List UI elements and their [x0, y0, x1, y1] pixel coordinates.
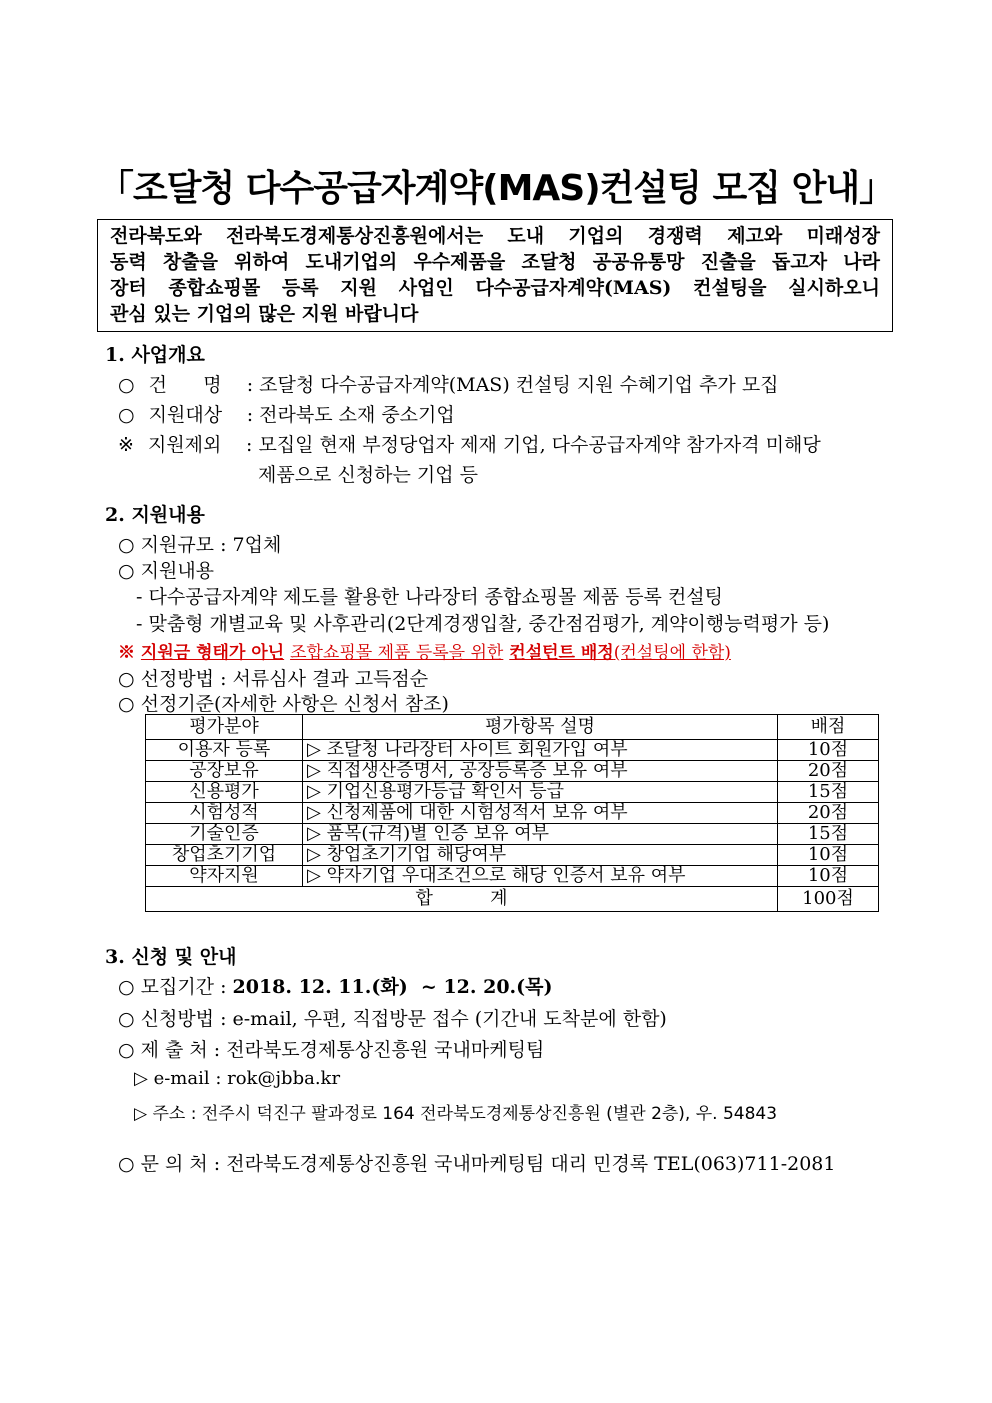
- notice-text: 지원금 형태가 아닌: [140, 643, 285, 663]
- notice-mark: ※: [118, 643, 135, 663]
- period-label: ○ 모집기간 :: [118, 976, 233, 998]
- bullet: ○: [118, 374, 135, 396]
- table-cell: 기술인증: [146, 824, 303, 845]
- criteria-table: [145, 714, 879, 912]
- table-cell: 20점: [778, 761, 879, 782]
- intro-line: 장터 종합쇼핑몰 등록 지원 사업인 다수공급자계약(MAS) 컨설팅을 실시하오니: [110, 277, 880, 299]
- table-cell: 신용평가: [146, 782, 303, 803]
- selection-method: ○ 선정방법 : 서류심사 결과 고득점순: [118, 668, 429, 690]
- table-row: [146, 740, 879, 761]
- application-period: [118, 972, 553, 999]
- section1-heading: 1. 사업개요: [105, 344, 205, 366]
- notice-text: 컨설턴트 배정: [509, 643, 614, 663]
- notice-text: 조합쇼핑몰 제품 등록을 위한: [290, 643, 504, 663]
- intro-line: 전라북도와 전라북도경제통상진흥원에서는 도내 기업의 경쟁력 제고와 미래성장: [110, 225, 880, 247]
- table-cell: 10점: [778, 845, 879, 866]
- period-value: 2018. 12. 11.(화) ~ 12. 20.(목): [232, 976, 553, 998]
- table-cell: ▷ 조달청 나라장터 사이트 회원가입 여부: [303, 740, 778, 761]
- application-method: ○ 신청방법 : e-mail, 우편, 직접방문 접수 (기간내 도착분에 한함): [118, 1008, 667, 1030]
- table-header: 평가분야: [146, 715, 303, 740]
- section2-heading: 2. 지원내용: [105, 504, 205, 526]
- table-cell: 10점: [778, 866, 879, 887]
- overview-label: 지원대상: [148, 404, 223, 426]
- table-cell: ▷ 신청제품에 대한 시험성적서 보유 여부: [303, 803, 778, 824]
- table-total-row: [146, 887, 879, 912]
- section3-heading: 3. 신청 및 안내: [105, 946, 237, 968]
- table-cell: 창업초기기업: [146, 845, 303, 866]
- support-sub-item: - 맞춤형 개별교육 및 사후관리(2단계경쟁입찰, 중간점검평가, 계약이행능력평가 등): [136, 613, 830, 635]
- intro-line: 동력 창출을 위하여 도내기업의 우수제품을 조달청 공공유통망 진출을 돕고자 나라: [110, 251, 880, 273]
- intro-box: [97, 219, 893, 332]
- overview-exclusion: [118, 430, 821, 457]
- table-cell: ▷ 품목(규격)별 인증 보유 여부: [303, 824, 778, 845]
- bullet: ○: [118, 404, 135, 426]
- table-row: [146, 824, 879, 845]
- table-row: [146, 803, 879, 824]
- table-cell: ▷ 기업신용평가등급 확인서 등급: [303, 782, 778, 803]
- submission-place: ○ 제 출 처 : 전라북도경제통상진흥원 국내마케팅팀: [118, 1039, 545, 1061]
- table-row: [146, 866, 879, 887]
- intro-line: 관심 있는 기업의 많은 지원 바랍니다: [110, 303, 419, 325]
- bullet: ※: [118, 434, 134, 456]
- support-scale: ○ 지원규모 : 7업체: [118, 534, 282, 556]
- table-row: [146, 782, 879, 803]
- overview-value: : 조달청 다수공급자계약(MAS) 컨설팅 지원 수혜기업 추가 모집: [246, 374, 779, 396]
- table-header: 평가항목 설명: [303, 715, 778, 740]
- page-title: 「조달청 다수공급자계약(MAS)컨설팅 모집 안내」: [97, 168, 895, 209]
- table-row: [146, 761, 879, 782]
- table-cell: 15점: [778, 824, 879, 845]
- table-cell: 15점: [778, 782, 879, 803]
- overview-label: 지원제외: [147, 434, 222, 456]
- overview-target: [118, 400, 455, 427]
- support-content-label: ○ 지원내용: [118, 560, 215, 582]
- table-cell: 10점: [778, 740, 879, 761]
- table-cell: ▷ 약자기업 우대조건으로 해당 인증서 보유 여부: [303, 866, 778, 887]
- table-header-row: [146, 715, 879, 740]
- contact-email: ▷ e-mail : rok@jbba.kr: [134, 1068, 341, 1089]
- table-cell: 약자지원: [146, 866, 303, 887]
- table-cell: 20점: [778, 803, 879, 824]
- overview-exclusion-cont: 제품으로 신청하는 기업 등: [258, 464, 479, 486]
- support-sub-item: - 다수공급자계약 제도를 활용한 나라장터 종합쇼핑몰 제품 등록 컨설팅: [136, 586, 724, 608]
- contact-address: ▷ 주소 : 전주시 덕진구 팔과정로 164 전라북도경제통상진흥원 (별관 2층), 우. 54843: [134, 1104, 778, 1124]
- selection-criteria: ○ 선정기준(자세한 사항은 신청서 참조): [118, 693, 449, 715]
- notice-text: (컨설팅에 한함): [613, 643, 731, 663]
- table-cell: 시험성적: [146, 803, 303, 824]
- table-cell: 공장보유: [146, 761, 303, 782]
- table-cell: ▷ 창업초기기업 해당여부: [303, 845, 778, 866]
- table-header: 배점: [778, 715, 879, 740]
- overview-name: [118, 370, 779, 397]
- table-row: [146, 845, 879, 866]
- table-total-value: 100점: [778, 887, 879, 912]
- overview-label: 건 명: [148, 374, 222, 396]
- overview-value: : 모집일 현재 부정당업자 제재 기업, 다수공급자계약 참가자격 미해당: [246, 434, 821, 456]
- notice-line: [118, 638, 731, 663]
- table-cell: ▷ 직접생산증명서, 공장등록증 보유 여부: [303, 761, 778, 782]
- table-cell: 이용자 등록: [146, 740, 303, 761]
- table-total-label: 합 계: [146, 887, 778, 912]
- overview-value: : 전라북도 소재 중소기업: [246, 404, 455, 426]
- inquiry-contact: ○ 문 의 처 : 전라북도경제통상진흥원 국내마케팅팀 대리 민경록 TEL(063)711-2081: [118, 1153, 836, 1175]
